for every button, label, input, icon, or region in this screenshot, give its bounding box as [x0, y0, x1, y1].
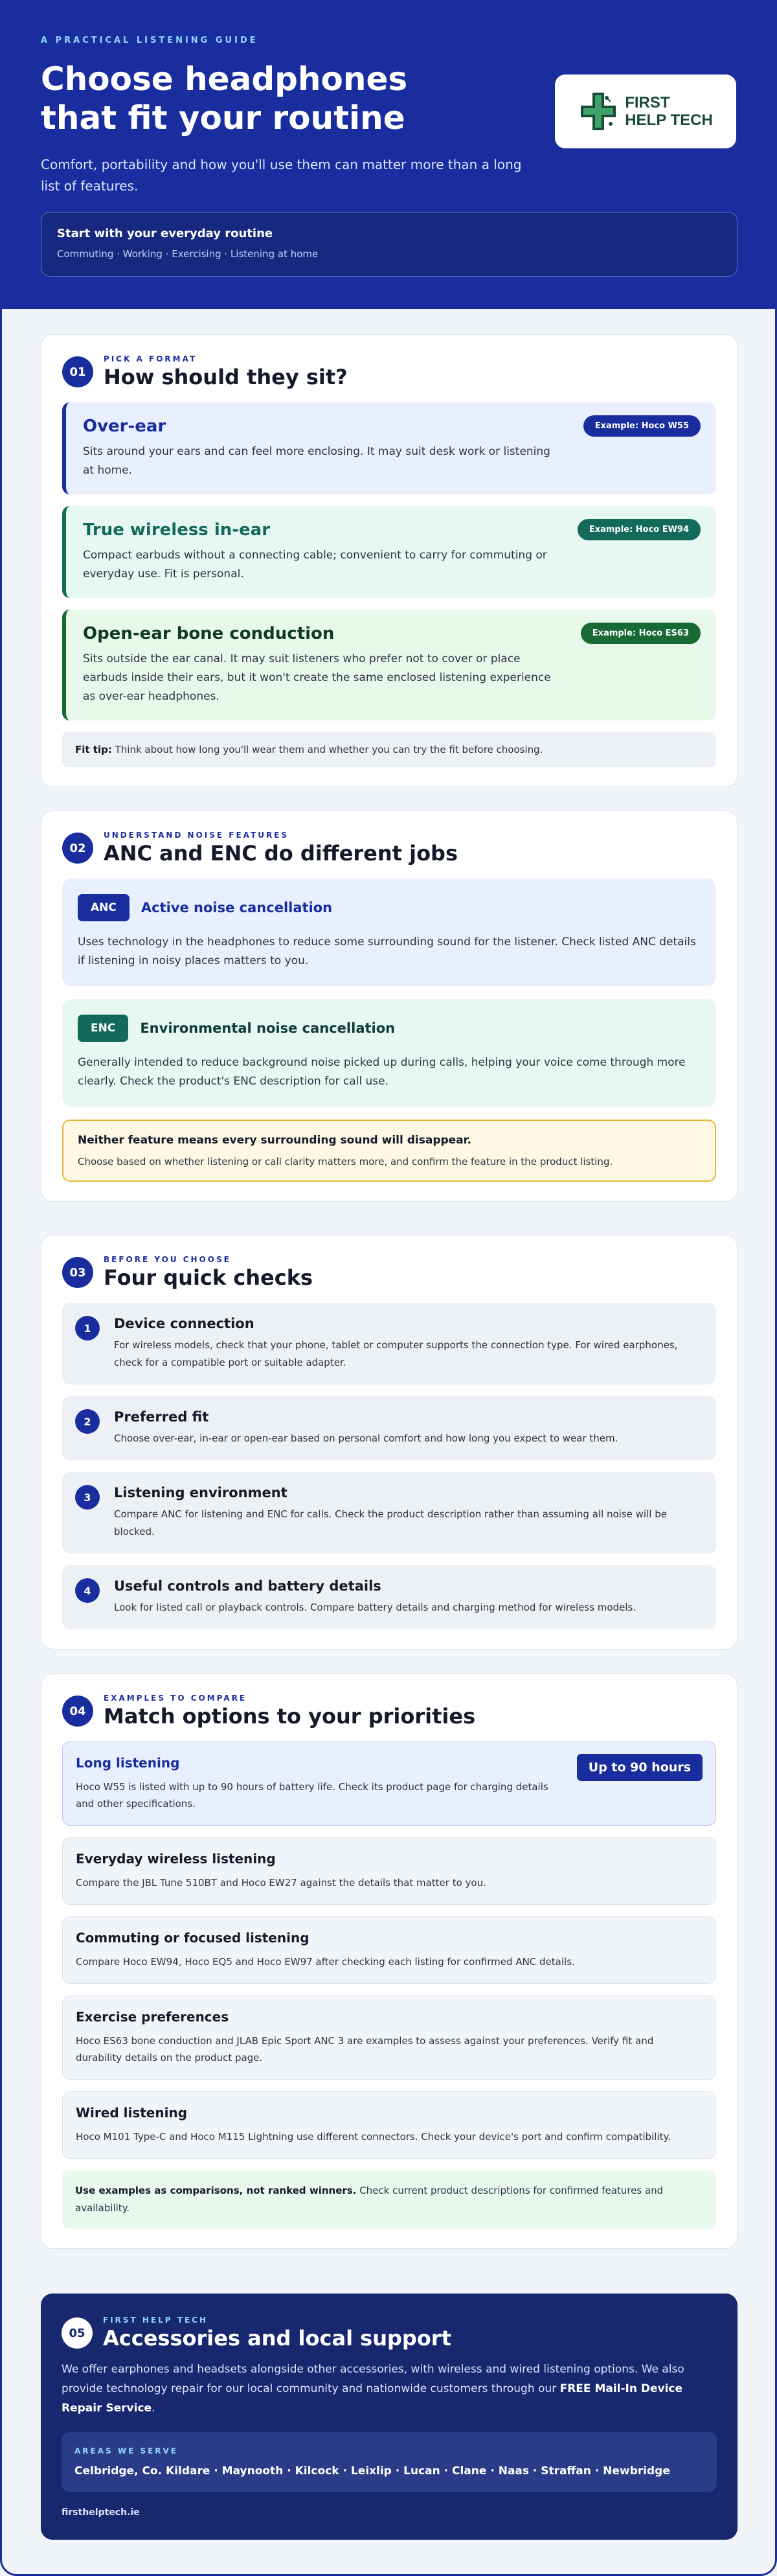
- website-link[interactable]: firsthelptech.ie: [62, 2507, 140, 2518]
- feature-name: Active noise cancellation: [141, 900, 333, 915]
- battery-badge: Up to 90 hours: [577, 1754, 703, 1781]
- section-kicker: BEFORE YOU CHOOSE: [104, 1255, 231, 1264]
- check-item: [62, 1472, 716, 1554]
- note-text: Check current product descriptions for confirmed features and availability.: [75, 2185, 664, 2214]
- brand-logo: [555, 75, 736, 148]
- feature-pill: ANC: [78, 894, 130, 921]
- format-description: Compact earbuds without a connecting cable; convenient to carry for commuting or everyday use. Fit is personal.: [83, 549, 547, 581]
- section-quick-checks: [41, 1235, 738, 1650]
- option-title: Commuting or focused listening: [76, 1930, 310, 1946]
- warning-title: Neither feature means every surrounding sound will disappear.: [78, 1134, 472, 1147]
- brand-logo-text: FIRST HELP TECH: [625, 94, 713, 129]
- comparison-note: [62, 2170, 716, 2229]
- areas-label: AREAS WE SERVE: [74, 2446, 179, 2455]
- section-header: [62, 2316, 717, 2351]
- section-number: 03: [62, 1257, 93, 1288]
- areas-list: Celbridge, Co. Kildare · Maynooth · Kilcock · Leixlip · Lucan · Clane · Naas · Straffan · Newbridge: [74, 2465, 670, 2478]
- format-description: Sits outside the ear canal. It may suit listeners who prefer not to cover or place earbuds inside their ears, but it won't create the same enclosed listening experience as over-ear headphones.: [83, 652, 551, 703]
- feature-pill: ENC: [78, 1015, 128, 1042]
- check-number: 4: [75, 1578, 100, 1603]
- section-title: ANC and ENC do different jobs: [104, 841, 458, 866]
- check-description: Compare ANC for listening and ENC for calls. Check the product description rather than assuming all noise will be blocked.: [114, 1508, 667, 1537]
- feature-enc: [62, 999, 716, 1107]
- format-true-wireless: [62, 506, 716, 598]
- section-noise-features: [41, 811, 738, 1202]
- format-description: Sits around your ears and can feel more enclosing. It may suit desk work or listening at home.: [83, 445, 550, 477]
- check-item: [62, 1303, 716, 1385]
- note-bold: Use examples as comparisons, not ranked winners.: [75, 2185, 357, 2196]
- check-description: Look for listed call or playback controls. Compare battery details and charging method for wireless models.: [114, 1602, 636, 1613]
- section-kicker: PICK A FORMAT: [104, 354, 197, 363]
- option-title: Exercise preferences: [76, 2009, 229, 2025]
- check-number: 3: [75, 1485, 100, 1510]
- section-header: [62, 831, 716, 866]
- medical-cross-icon: [578, 90, 618, 133]
- section-title: Four quick checks: [104, 1265, 313, 1290]
- routine-callout: [41, 212, 738, 277]
- check-title: Device connection: [114, 1316, 254, 1331]
- section-number: 01: [62, 356, 93, 387]
- feature-description: Uses technology in the headphones to reduce some surrounding sound for the listener. Check listed ANC details if listening in noisy places matters to you.: [78, 936, 696, 967]
- check-number: 2: [75, 1409, 100, 1434]
- check-title: Listening environment: [114, 1485, 287, 1501]
- fit-tip-text: Think about how long you'll wear them and whether you can try the fit before choosing.: [115, 744, 543, 755]
- routine-items: Commuting · Working · Exercising · Listening at home: [57, 248, 319, 260]
- option-title: Wired listening: [76, 2105, 188, 2121]
- option-item: [62, 1995, 716, 2080]
- section-options: [41, 1673, 738, 2249]
- example-badge: Example: Hoco EW94: [578, 519, 701, 540]
- hero-eyebrow: A PRACTICAL LISTENING GUIDE: [41, 36, 258, 45]
- check-item: [62, 1396, 716, 1460]
- section-title: Accessories and local support: [103, 2326, 451, 2351]
- option-description: Hoco ES63 bone conduction and JLAB Epic Sport ANC 3 are examples to assess against your preferences. Verify fit and durability details on the product page.: [76, 2035, 654, 2064]
- fit-tip: [62, 732, 716, 767]
- check-item: [62, 1565, 716, 1629]
- check-description: Choose over-ear, in-ear or open-ear based on personal comfort and how long you expect to wear them.: [114, 1432, 618, 1444]
- check-title: Preferred fit: [114, 1409, 209, 1425]
- format-title: True wireless in-ear: [83, 520, 271, 540]
- check-title: Useful controls and battery details: [114, 1578, 381, 1594]
- option-description: Compare the JBL Tune 510BT and Hoco EW27 against the details that matter to you.: [76, 1877, 486, 1889]
- option-title: Everyday wireless listening: [76, 1851, 276, 1867]
- section-header: [62, 1255, 716, 1290]
- option-description: Hoco W55 is listed with up to 90 hours of battery life. Check its product page for charging details and other specifications.: [76, 1781, 548, 1810]
- feature-description: Generally intended to reduce background noise picked up during calls, helping your voice come through more clearly. Check the product's ENC description for call use.: [78, 1056, 686, 1088]
- noise-warning: [62, 1120, 716, 1182]
- section-kicker: UNDERSTAND NOISE FEATURES: [104, 831, 289, 840]
- routine-title: Start with your everyday routine: [57, 227, 273, 240]
- section-format: [41, 334, 738, 787]
- service-areas: [62, 2432, 717, 2492]
- section-number: 04: [62, 1696, 93, 1727]
- feature-anc: [62, 879, 716, 986]
- section-header: [62, 1694, 716, 1729]
- mail-in-repair-highlight: FREE Mail-In Device Repair Service: [62, 2382, 683, 2415]
- hero-subtitle: Comfort, portability and how you'll use them can matter more than a long list of features.: [41, 157, 522, 194]
- section-support: [41, 2294, 738, 2540]
- check-description: For wireless models, check that your phone, tablet or computer supports the connection type. For wired earphones, check for a compatible port or suitable adapter.: [114, 1339, 678, 1368]
- option-item: [62, 1837, 716, 1905]
- format-over-ear: [62, 402, 716, 494]
- format-title: Open-ear bone conduction: [83, 624, 335, 643]
- option-title: Long listening: [76, 1755, 180, 1771]
- example-badge: Example: Hoco ES63: [581, 623, 701, 644]
- section-header: [62, 354, 716, 389]
- section-number: 05: [62, 2317, 93, 2349]
- format-bone-conduction: [62, 610, 716, 720]
- option-item: [62, 2091, 716, 2159]
- option-description: Hoco M101 Type-C and Hoco M115 Lightning use different connectors. Check your device's port and confirm compatibility.: [76, 2131, 671, 2143]
- option-item: [62, 1916, 716, 1984]
- section-title: Match options to your priorities: [104, 1704, 476, 1729]
- fit-tip-label: Fit tip:: [75, 744, 112, 755]
- section-kicker: EXAMPLES TO COMPARE: [104, 1694, 247, 1703]
- support-description: We offer earphones and headsets alongside other accessories, with wireless and wired listening options. We also provide technology repair for our local community and nationwide customers through our FREE Mail-In Device Repair Service.: [62, 2363, 684, 2415]
- hero-banner: [2, 2, 775, 309]
- section-number: 02: [62, 833, 93, 864]
- section-kicker: FIRST HELP TECH: [103, 2316, 208, 2325]
- format-title: Over-ear: [83, 417, 166, 436]
- section-title: How should they sit?: [104, 365, 348, 389]
- feature-name: Environmental noise cancellation: [140, 1020, 396, 1036]
- check-number: 1: [75, 1316, 100, 1340]
- example-badge: Example: Hoco W55: [583, 415, 701, 437]
- option-description: Compare Hoco EW94, Hoco EQ5 and Hoco EW97 after checking each listing for confirmed ANC details.: [76, 1956, 575, 1968]
- option-long-listening: [62, 1742, 716, 1826]
- page-title: Choose headphones that fit your routine: [41, 60, 408, 137]
- warning-text: Choose based on whether listening or call clarity matters more, and confirm the feature in the product listing.: [78, 1156, 613, 1167]
